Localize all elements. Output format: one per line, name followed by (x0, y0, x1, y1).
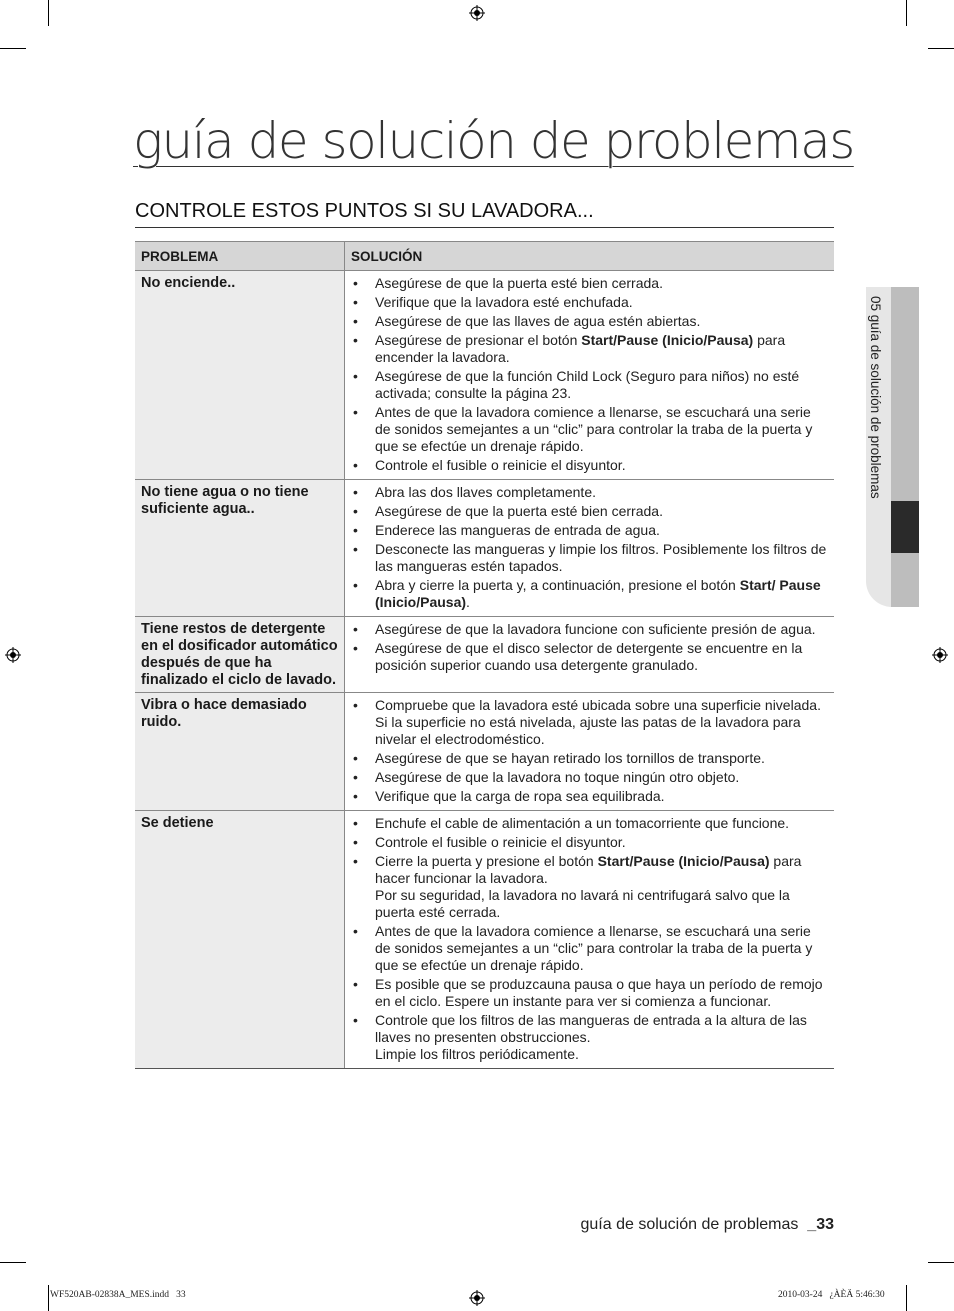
crop-mark (48, 0, 49, 26)
solution-list (351, 697, 828, 805)
footer-text: guía de solución de problemas (580, 1216, 808, 1233)
table-header-row (135, 242, 834, 271)
solution-text: Abra y cierre la puerta y, a continuación, presione el botón (375, 577, 740, 593)
crop-mark (0, 1262, 26, 1263)
solution-text: Asegúrese de presionar el botón (375, 332, 582, 348)
list-item (351, 621, 828, 638)
list-item (351, 640, 828, 674)
solution-text: Antes de que la lavadora comience a llenarse, se escuchará una serie de sonidos semejantes a un “clic” para controlar la traba de la puerta y que se efectúe un drenaje rápido. (375, 404, 813, 454)
registration-mark-icon (469, 5, 485, 21)
solution-cell (345, 693, 835, 811)
solution-text: Asegúrese de que las llaves de agua estén abiertas. (375, 313, 701, 329)
list-item (351, 788, 828, 805)
registration-mark-icon (469, 1290, 485, 1306)
print-timestamp: 2010-03-24 ¿ÀÈÄ 5:46:30 (778, 1290, 885, 1300)
table-row (135, 811, 834, 1069)
solution-text: Asegúrese de que la lavadora funcione con suficiente presión de agua. (375, 621, 816, 637)
table-row (135, 271, 834, 480)
button-name-text: Start/ Pause (Inicio/Pausa) (375, 577, 821, 610)
solution-text-tail: para hacer funcionar la lavadora. (375, 853, 802, 886)
crop-mark (906, 0, 907, 26)
print-file-info: WF520AB-02838A_MES.indd 33 (50, 1290, 186, 1300)
table-row (135, 693, 834, 811)
list-item (351, 522, 828, 539)
solution-list (351, 621, 828, 674)
solution-text: Desconecte las mangueras y limpie los filtros. Posiblemente los filtros de las mangueras estén tapados. (375, 541, 827, 574)
page-title: guía de solución de problemas (133, 112, 854, 170)
crop-mark (0, 48, 26, 49)
column-header-problem: PROBLEMA (135, 242, 345, 271)
solution-text: Verifique que la carga de ropa sea equilibrada. (375, 788, 665, 804)
chapter-tab-label: 05 guía de solución de problemas (868, 296, 883, 499)
table-body (135, 271, 834, 1069)
solution-text: Asegúrese de que la puerta esté bien cerrada. (375, 503, 663, 519)
solution-text: Asegúrese de que el disco selector de detergente se encuentre en la posición superior cuando usa detergente granulado. (375, 640, 803, 673)
troubleshooting-table (135, 241, 834, 1069)
list-item (351, 923, 828, 974)
solution-note: Limpie los filtros periódicamente. (375, 1046, 579, 1062)
crop-mark (928, 48, 954, 49)
solution-text: Abra las dos llaves completamente. (375, 484, 596, 500)
page-footer (580, 1216, 834, 1234)
problem-cell: No enciende.. (135, 271, 345, 480)
list-item (351, 404, 828, 455)
list-item (351, 313, 828, 330)
solution-note: Por su seguridad, la lavadora no lavará ni centrifugará salvo que la puerta esté cerrada. (375, 887, 790, 920)
solution-text-tail: . (466, 594, 470, 610)
solution-cell (345, 480, 835, 617)
button-name-text: Start/Pause (Inicio/Pausa) (581, 332, 754, 348)
list-item (351, 815, 828, 832)
problem-cell: Se detiene (135, 811, 345, 1069)
registration-mark-icon (932, 647, 948, 663)
solution-list (351, 484, 828, 611)
solution-text: Asegúrese de que la puerta esté bien cerrada. (375, 275, 663, 291)
registration-mark-icon (5, 647, 21, 663)
list-item (351, 1012, 828, 1063)
list-item (351, 275, 828, 292)
column-header-solution: SOLUCIÓN (345, 242, 835, 271)
solution-text: Asegúrese de que la lavadora no toque ningún otro objeto. (375, 769, 740, 785)
list-item (351, 750, 828, 767)
list-item (351, 697, 828, 748)
solution-text: Controle el fusible o reinicie el disyuntor. (375, 834, 626, 850)
list-item (351, 769, 828, 786)
crop-mark (906, 1285, 907, 1311)
crop-mark (928, 1262, 954, 1263)
list-item (351, 294, 828, 311)
crop-mark (48, 1285, 49, 1311)
list-item (351, 368, 828, 402)
section-heading: CONTROLE ESTOS PUNTOS SI SU LAVADORA... (135, 200, 834, 228)
solution-text: Controle que los filtros de las mangueras de entrada a la altura de las llaves no presenten obstrucciones. (375, 1012, 807, 1045)
list-item (351, 577, 828, 611)
solution-text: Verifique que la lavadora esté enchufada. (375, 294, 633, 310)
list-item (351, 976, 828, 1010)
list-item (351, 332, 828, 366)
solution-text: Asegúrese de que la función Child Lock (Seguro para niños) no esté activada; consulte la página 23. (375, 368, 800, 401)
solution-text-tail: para encender la lavadora. (375, 332, 786, 365)
solution-text: Cierre la puerta y presione el botón (375, 853, 598, 869)
solution-list (351, 275, 828, 474)
chapter-tab-marker (891, 501, 919, 553)
solution-text: Antes de que la lavadora comience a llenarse, se escuchará una serie de sonidos semejantes a un “clic” para controlar la traba de la puerta y que se efectúe un drenaje rápido. (375, 923, 813, 973)
solution-text: Enderece las mangueras de entrada de agua. (375, 522, 660, 538)
problem-cell: Vibra o hace demasiado ruido. (135, 693, 345, 811)
solution-text: Enchufe el cable de alimentación a un tomacorriente que funcione. (375, 815, 790, 831)
solution-text: Es posible que se produzcauna pausa o que haya un período de remojo en el ciclo. Espere un instante para ver si comienza a funcionar. (375, 976, 823, 1009)
solution-text: Compruebe que la lavadora esté ubicada sobre una superficie nivelada. Si la superficie no está nivelada, ajuste las patas de la lavadora para nivelar el electrodoméstico. (375, 697, 821, 747)
problem-cell: Tiene restos de detergente en el dosificador automático después de que ha finalizado el ciclo de lavado. (135, 617, 345, 693)
button-name-text: Start/Pause (Inicio/Pausa) (597, 853, 770, 869)
table-row (135, 617, 834, 693)
solution-cell (345, 617, 835, 693)
solution-text: Asegúrese de que se hayan retirado los tornillos de transporte. (375, 750, 765, 766)
solution-cell (345, 811, 835, 1069)
problem-cell: No tiene agua o no tiene suficiente agua.. (135, 480, 345, 617)
page-number: _33 (807, 1216, 834, 1233)
solution-list (351, 815, 828, 1063)
list-item (351, 834, 828, 851)
list-item (351, 541, 828, 575)
table-row (135, 480, 834, 617)
solution-cell (345, 271, 835, 480)
list-item (351, 484, 828, 501)
list-item (351, 503, 828, 520)
list-item (351, 457, 828, 474)
list-item (351, 853, 828, 921)
solution-text: Controle el fusible o reinicie el disyuntor. (375, 457, 626, 473)
chapter-tab-bar (891, 287, 919, 607)
